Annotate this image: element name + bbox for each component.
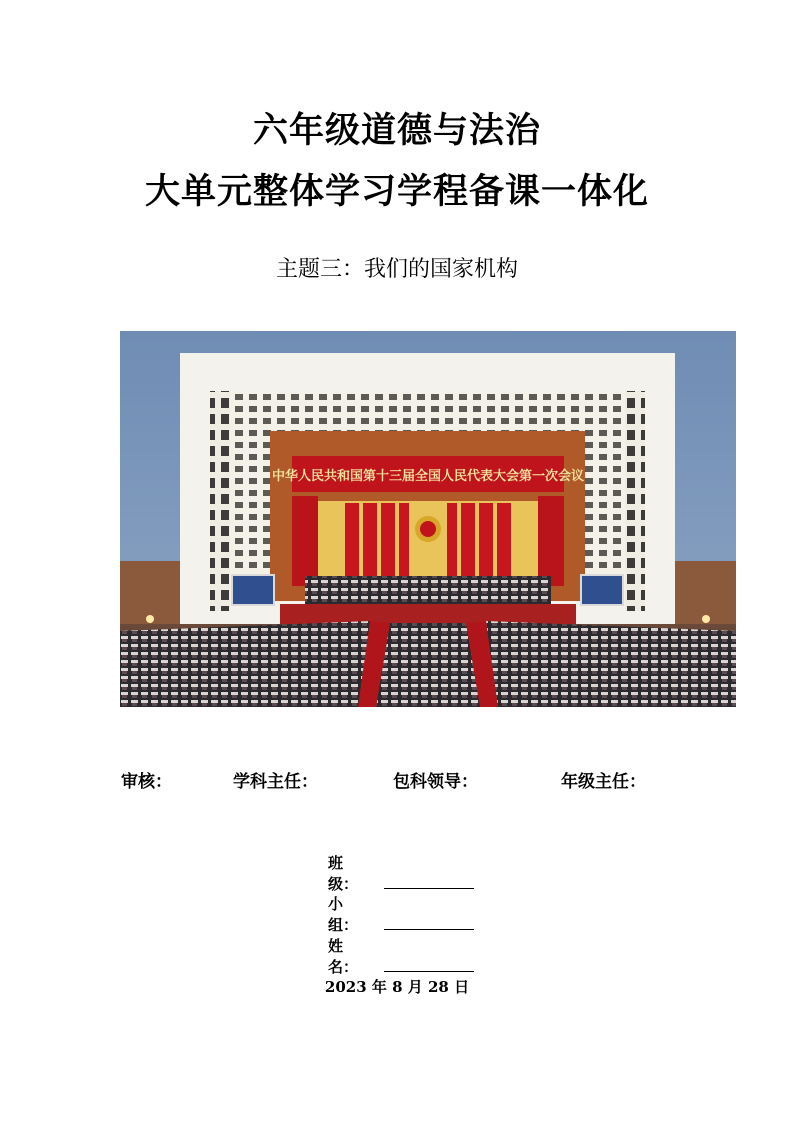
class-field	[328, 852, 474, 894]
group-blank[interactable]	[384, 917, 474, 930]
class-label: 班 级：	[328, 854, 359, 893]
review-label: 审核：	[121, 772, 172, 792]
document-title-line2: 大单元整体学习学程备课一体化	[144, 172, 649, 212]
document-subtitle: 主题三：我们的国家机构	[275, 257, 518, 282]
subject-head-label: 学科主任：	[233, 772, 318, 792]
class-blank[interactable]	[384, 876, 474, 889]
name-label: 姓 名：	[328, 937, 359, 976]
document-title-line1: 六年级道德与法治	[252, 111, 541, 151]
subject-leader-label: 包科领导：	[393, 772, 478, 792]
document-date: 2023 年 8 月 28 日	[324, 978, 470, 996]
banner-text: 中华人民共和国第十三届全国人民代表大会第一次会议	[271, 469, 585, 484]
group-field	[328, 893, 474, 935]
name-field	[328, 935, 474, 977]
group-label: 小 组：	[328, 895, 359, 934]
grade-head-label: 年级主任：	[561, 772, 646, 792]
great-hall-photo	[120, 331, 736, 707]
name-blank[interactable]	[384, 959, 474, 972]
